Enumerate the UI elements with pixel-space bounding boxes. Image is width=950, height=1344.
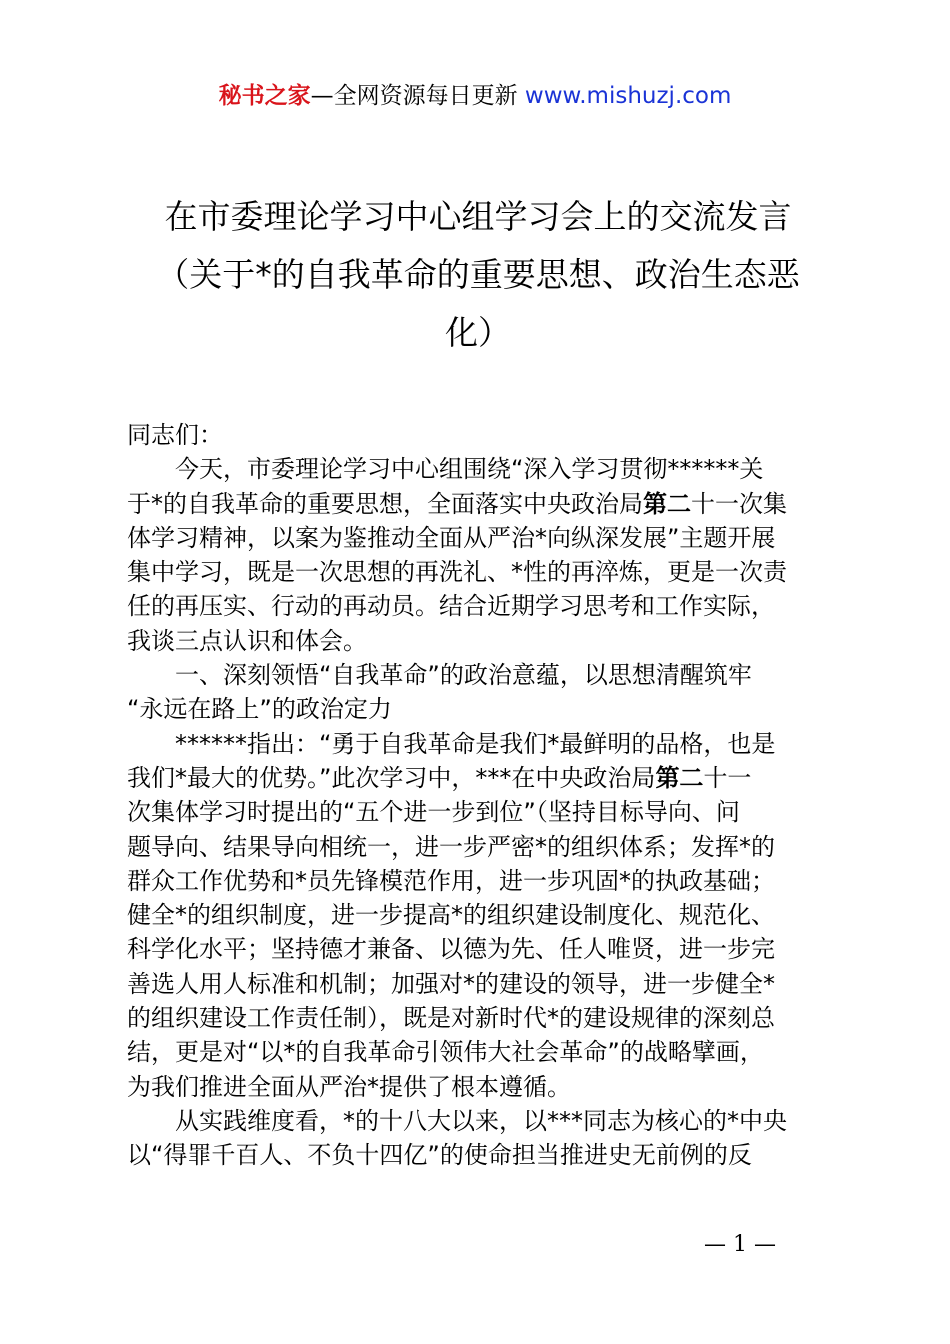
salutation: 同志们：	[127, 421, 223, 449]
text-line: 今天，市委理论学习中心组围绕“深入学习贯彻******关	[175, 455, 764, 484]
brand-name: 秘书之家	[218, 83, 311, 109]
text-line: 次集体学习时提出的“五个进一步到位”（坚持目标导向、问	[127, 798, 740, 827]
text-line: 我们*最大的优势。”此次学习中，***在中央政治局第二十一	[127, 763, 752, 792]
site-header	[0, 80, 950, 112]
text-line: 任的再压实、行动的再动员。结合近期学习思考和工作实际，	[127, 592, 775, 621]
text-line: 于*的自我革命的重要思想，全面落实中央政治局第二十一次集	[127, 489, 787, 518]
highlighted-text: 第二	[643, 489, 691, 518]
paragraph-quote	[127, 727, 839, 1104]
title-line-3: 化）	[445, 313, 511, 352]
heading-line: 一、深刻领悟“自我革命”的政治意蕴，以思想清醒筑牢	[175, 661, 752, 690]
section-heading-1	[127, 658, 839, 727]
text-line: 的组织建设工作责任制），既是对新时代*的建设规律的深刻总	[127, 1004, 775, 1033]
text-line: 集中学习，既是一次思想的再洗礼、*性的再淬炼，更是一次责	[127, 558, 787, 587]
document-title	[128, 188, 828, 362]
title-line-2: （关于*的自我革命的重要思想、政治生态恶	[156, 255, 800, 294]
text-line: 健全*的组织制度，进一步提高*的组织建设制度化、规范化、	[127, 901, 775, 930]
text-line: 科学化水平；坚持德才兼备、以德为先、任人唯贤，进一步完	[127, 935, 775, 964]
text-line: 善选人用人标准和机制；加强对*的建设的领导，进一步健全*	[127, 969, 775, 998]
text-line: 结，更是对“以*的自我革命引领伟大社会革命”的战略擘画，	[127, 1038, 764, 1067]
title-line-1: 在市委理论学习中心组学习会上的交流发言	[164, 197, 792, 236]
text-line: ******指出：“勇于自我革命是我们*最鲜明的品格，也是	[175, 729, 776, 758]
document-body	[127, 418, 839, 1173]
paragraph-practice	[127, 1104, 839, 1173]
site-tagline: —全网资源每日更新	[310, 83, 525, 109]
paragraph-intro	[127, 452, 839, 658]
text-line: 体学习精神，以案为鉴推动全面从严治*向纵深发展”主题开展	[127, 523, 776, 552]
highlighted-text: 第二	[655, 763, 704, 792]
text-line: 从实践维度看，*的十八大以来，以***同志为核心的*中央	[175, 1106, 787, 1135]
page-number: — 1 —	[704, 1232, 776, 1257]
text-line: 以“得罪千百人、不负十四亿”的使命担当推进史无前例的反	[127, 1141, 752, 1170]
site-url-link[interactable]: www.mishuzj.com	[524, 83, 732, 109]
heading-line: “永远在路上”的政治定力	[127, 695, 392, 724]
text-line: 群众工作优势和*员先锋模范作用，进一步巩固*的执政基础；	[127, 866, 775, 895]
text-line: 题导向、结果导向相统一，进一步严密*的组织体系；发挥*的	[127, 832, 775, 861]
text-line: 我谈三点认识和体会。	[127, 626, 367, 655]
text-line: 为我们推进全面从严治*提供了根本遵循。	[127, 1072, 571, 1101]
